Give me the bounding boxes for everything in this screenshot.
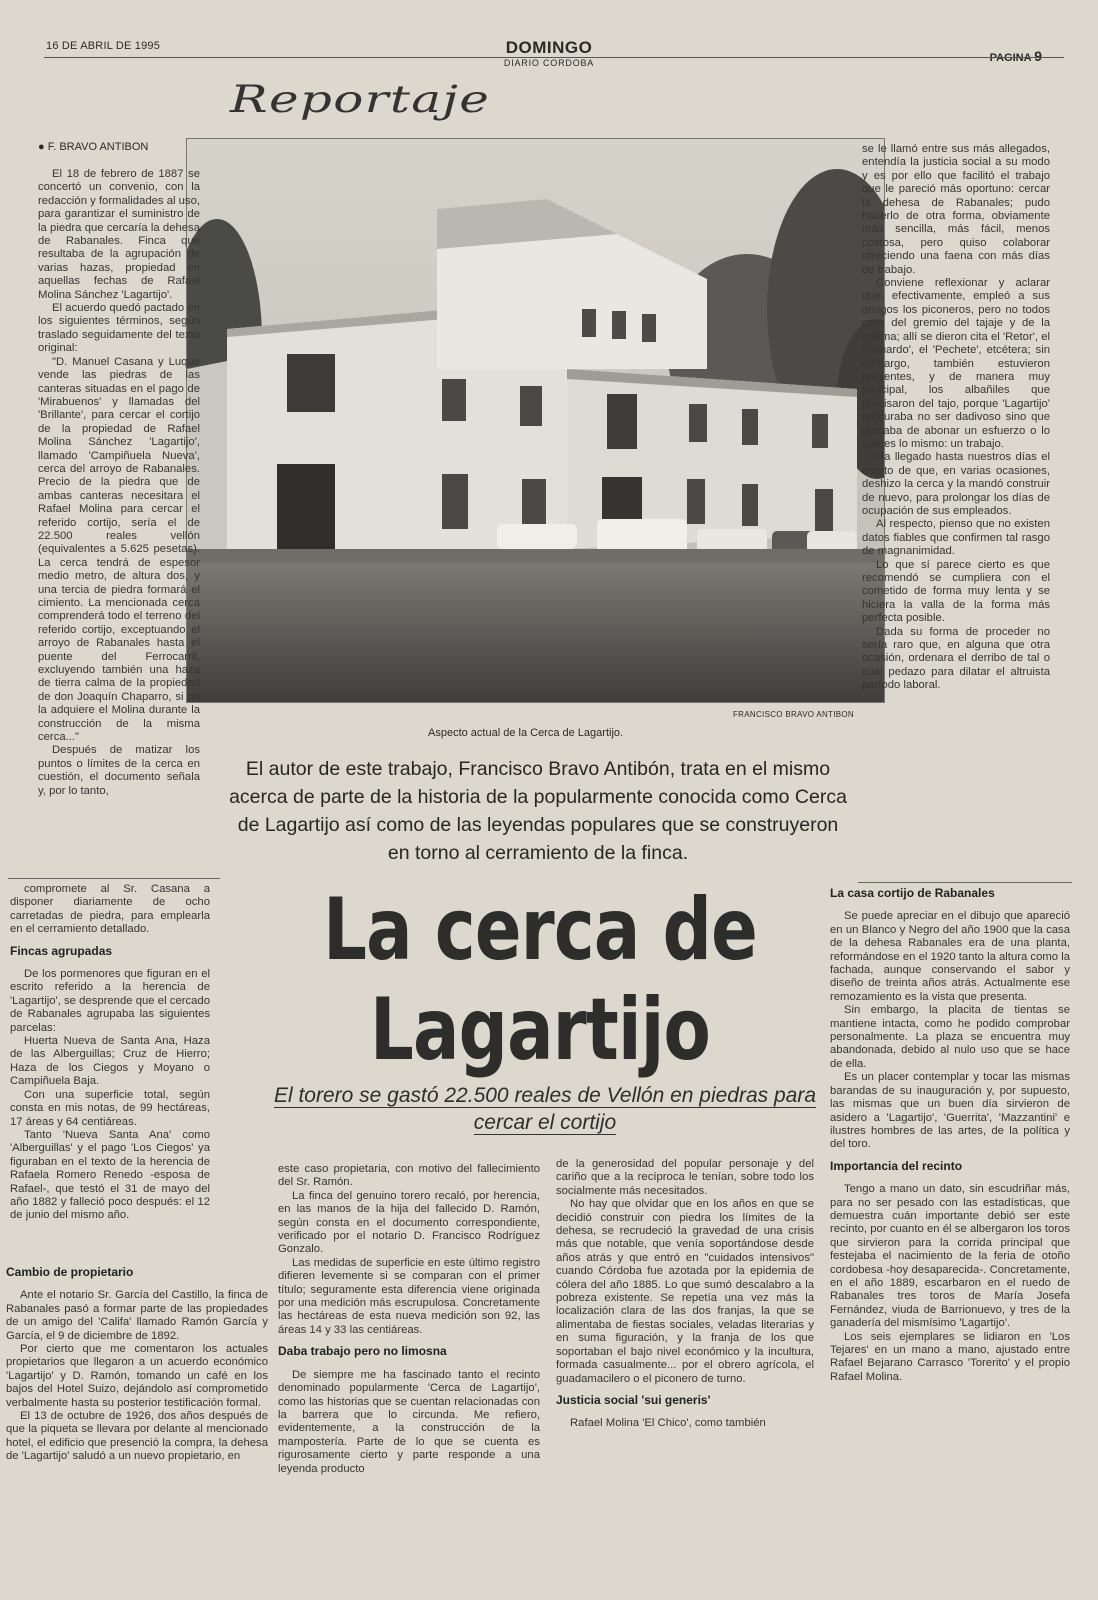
paragraph: Lo que sí parece cierto es que recomendó se cumpliera con el cometido de forma muy lenta y se hiciera la valla de la forma más perfecta posible. — [862, 558, 1050, 625]
paragraph: La finca del genuino torero recaló, por herencia, en las manos de la hija del fallecido D. Ramón, según consta en el documento correspondiente, verificado por el notario D. Francisco Rodríguez Gonzalo. — [278, 1189, 540, 1256]
paragraph: Es un placer contemplar y tocar las mismas barandas de su inauguración y, por supuesto, las mismas que un buen día sirvieron de asidero a 'Lagartijo', 'Guerrita', 'Mazzantini' e ilustres hombres de las artes, de la política y del toro. — [830, 1071, 1070, 1151]
paragraph: Después de matizar los puntos o límites de la cerca en cuestión, el documento señala y, por lo tanto, — [38, 744, 200, 797]
byline — [38, 141, 148, 153]
paragraph: Por cierto que me comentaron los actuales propietarios que llegaron a un acuerdo económico 'Lagartijo' y D. Ramón, tomando un café en los bajos del Hotel Suizo, dejándolo así comprometido verbalmente hasta su posterior testificación formal. — [6, 1343, 268, 1409]
subheading-justicia-social: Justicia social 'sui generis' — [556, 1392, 711, 1407]
subheading-importancia: Importancia del recinto — [830, 1158, 963, 1173]
paragraph: Dada su forma de proceder no sería raro que, en alguna que otra ocasión, ordenara el derribo de tal o cual pedazo para dilatar el altruista período laboral. — [862, 625, 1050, 692]
paragraph: se le llamó entre sus más allegados, entendía la justicia social a su modo y es por ello que facilitó el trabajo que le pareció más oportuno: cercar la dehesa de Rabanales; pudo hacerlo de otra forma, obviamente más sencilla, más fácil, menos costosa, pero quiso colaborar ofreciendo una faena con más días de trabajo. — [862, 143, 1050, 276]
column-1-upper — [38, 168, 200, 798]
bullet-icon: ● — [38, 141, 48, 153]
column-2 — [278, 1163, 540, 1476]
dek-line-1: El torero se gastó 22.500 reales de Vellón en piedras para — [273, 1084, 817, 1107]
page-number-value: 9 — [1034, 48, 1042, 64]
paragraph: Ante el notario Sr. García del Castillo, la finca de Rabanales pasó a formar parte de las propiedades de un amigo del 'Califa' llamado Ramón García y García, el 9 de diciembre de 1892. — [6, 1289, 268, 1342]
page-number — [990, 48, 1042, 64]
paragraph: Tanto 'Nueva Santa Ana' como 'Alberguillas' y el pago 'Los Ciegos' ya figuraban en el texto de la herencia de Rafaela Romero Renedo -esposa de Rafael-, que testó el 31 de mayo del año 1882 y falleció poco después: el 12 de junio del mismo año. — [10, 1128, 210, 1222]
paragraph: Se puede apreciar en el dibujo que apareció en un Blanco y Negro del año 1900 que la casa de la dehesa Rabanales era de una planta, reformándose en el 1920 tanto la altura como la fachada, aunque conservando el sabor y diseño de treinta años atrás. Actualmente ese remozamiento es la vista que presenta. — [830, 910, 1070, 1003]
photo-caption: Aspecto actual de la Cerca de Lagartijo. — [428, 727, 624, 739]
paragraph: De siempre me ha fascinado tanto el recinto denominado popularmente 'Cerca de Lagartijo', como las historias que se cuentan relacionadas con la barrera que lo circunda. Me refiero, evidentemente, a la construcción de la mampostería. Parte de lo que se cuenta es rigurosamente cierto y parte responde a una leyenda producto — [278, 1368, 540, 1475]
column-1-middle — [10, 883, 210, 1223]
paragraph: Huerta Nueva de Santa Ana, Haza de las Alberguillas; Cruz de Hierro; Haza de los Ciegos y Moyano o Campiñuela Baja. — [10, 1035, 210, 1088]
paragraph: compromete al Sr. Casana a disponer diariamente de ocho carretadas de piedra, para emplearla en el cerramiento detallado. — [10, 883, 210, 936]
column-right-upper — [862, 143, 1050, 693]
headline-line-2: Lagartijo — [370, 980, 710, 1080]
masthead — [449, 38, 649, 69]
paragraph: de la generosidad del popular personaje y del cariño que a la recíproca le tenían, sobre todo los socialmente más necesitados. — [556, 1158, 814, 1197]
paragraph: "D. Manuel Casana y Luque vende las piedras de las canteras situadas en el pago de 'Mirabuenos' y llamadas del 'Brillante', para cercar el cortijo de la propiedad de Rafael Molina Sánchez 'Lagartijo', llamado 'Campiñuela Nueva', cerca del arroyo de Rabanales. Precio de la piedra que de ambas canteras necesitara el Rafael Molina para cercar el referido cortijo, sería el de 22.500 reales vellón (equivalentes a 5.625 pesetas). La cerca tendrá de espesor medio metro, de altura dos, y una tercia de piedra formará el cimiento. La mencionada cerca comprenderá todo el terreno del referido cortijo, exceptuando el arroyo de Rabanales hasta el puente del Ferrocarril, excluyendo también una haza de tierra calma de la propiedad de don Joaquín Chaparro, si no la adquiere el Molina durante la construcción de la misma cerca..." — [38, 355, 200, 744]
paragraph: Ha llegado hasta nuestros días el aserto de que, en varias ocasiones, deshizo la cerca y la mandó construir de nuevo, para prolongar los días de ocupación de sus empleados. — [862, 451, 1050, 517]
paragraph: No hay que olvidar que en los años en que se decidió construir con piedra los límites de la dehesa, se recrudeció la gravedad de una crisis más que notable, que venía soportándose desde años atrás y que entró en "cuidados intensivos" cuando Córdoba fue azotada por la epidemia de cólera del año 1885. Lo que sumó descalabro a la pobreza existente. Se repetía una vez más la localización clara de las dos franjas, la que se alimentaba de fiestas sociales, veladas literarias y en suma figuración, y la franja de los que soportaban el bajo nivel económico y la incultura, formada casualmente... por el obrero agrícola, el guadamacilero o el piconero de turno. — [556, 1198, 814, 1385]
paragraph: El 18 de febrero de 1887 se concertó un convenio, con la redacción y formalidades al uso, para garantizar el suministro de la piedra que cercaría la dehesa de Rabanales. Finca que resultaba de la agrupación de varias hazas, propiedad en aquellas fechas de Rafael Molina Sánchez 'Lagartijo'. — [38, 168, 201, 301]
headline-line-1: La cerca de — [323, 880, 757, 980]
building-photo-drawing — [187, 139, 884, 702]
paragraph: El 13 de octubre de 1926, dos años después de que la piqueta se llevara por delante al mencionado hotel, el edificio que presenció la compra, la dehesa de 'Lagartijo' saludó a un nuevo propietario, en — [6, 1410, 268, 1463]
subheading-fincas-agrupadas: Fincas agrupadas — [10, 943, 113, 958]
subheading-daba-trabajo: Daba trabajo pero no limosna — [278, 1344, 447, 1359]
subheading-cambio-de-propietario: Cambio de propietario — [6, 1265, 134, 1279]
paragraph: este caso propietaria, con motivo del fallecimiento del Sr. Ramón. — [278, 1163, 540, 1189]
column-rule — [8, 878, 220, 879]
author-name: F. BRAVO ANTIBON — [47, 141, 149, 153]
paragraph: De los pormenores que figuran en el escrito referido a la herencia de 'Lagartijo', se desprende que el cercado de Rabanales agrupaba las siguientes parcelas: — [10, 968, 210, 1034]
paragraph: Las medidas de superficie en este último registro difieren levemente si se comparan con el primer título; seguramente esta diferencia viene originada por una medición más escrupulosa. Concretamente las hectáreas de esta nueva medición son 92, las áreas 14 y 33 las centiáreas. — [278, 1256, 540, 1336]
paragraph: Sin embargo, la placita de tientas se mantiene intacta, como he podido comprobar personalmente. La plaza se encuentra muy abandonada, debido al nulo uso que se hace de ella. — [830, 1004, 1070, 1070]
page-label: PAGINA — [989, 52, 1032, 64]
column-3 — [556, 1158, 814, 1431]
dek-line-2: cercar el cortijo — [473, 1111, 617, 1134]
article-headline — [316, 880, 764, 1080]
paragraph: Tengo a mano un dato, sin escudriñar más, para no ser pesado con las estadísticas, que demuestra cuán importante debió ser este recinto, por cuanto en él se albergaron los toros que sirvieron para la corrida principal que festejaba el nacimiento de la feria de otoño cordobesa -hoy desaparecida-. Concretamente, en el año 1889, escarbaron en el ruedo de Rabanales tres toros de María Josefa Fernández, viuda de Barrionuevo, y tres de la ganadería del mismísimo 'Lagartijo'. — [830, 1183, 1070, 1330]
edition-name: DOMINGO — [505, 38, 593, 57]
building-photo — [186, 138, 885, 703]
paper-name: DIARIO CORDOBA — [503, 58, 595, 68]
header-date: 16 DE ABRIL DE 1995 — [46, 40, 161, 52]
article-lede: El autor de este trabajo, Francisco Bravo Antibón, trata en el mismo acerca de parte de la historia de la popularmente conocida como Cerca de Lagartijo así como de las leyendas populares que se construyeron en torno al cerramiento de la finca. — [229, 758, 847, 864]
paragraph: El acuerdo quedó pactado en los siguientes términos, según traslado seguidamente del texto original: — [38, 302, 200, 355]
paragraph: Rafael Molina 'El Chico', como también — [570, 1417, 766, 1430]
subheading-casa-cortijo: La casa cortijo de Rabanales — [830, 886, 995, 900]
article-dek — [230, 1082, 860, 1136]
column-right-lower — [830, 887, 1070, 1384]
column-rule — [858, 882, 1072, 883]
photo-credit: FRANCISCO BRAVO ANTIBON — [733, 710, 854, 719]
paragraph: Con una superficie total, según consta en mis notas, de 99 hectáreas, 17 áreas y 64 centiáreas. — [10, 1088, 210, 1128]
column-1-lower — [6, 1258, 268, 1464]
header-rule — [44, 57, 1064, 58]
section-title: Reportaje — [230, 78, 491, 121]
paragraph: Los seis ejemplares se lidiaron en 'Los Tejares' en un mano a mano, ajustado entre Rafael Bejarano Carrasco 'Torerito' y el propio Rafael Molina. — [830, 1330, 1070, 1383]
paragraph: Al respecto, pienso que no existen datos fiables que confirmen tal rasgo de magnanimidad. — [862, 518, 1050, 558]
paragraph: Conviene reflexionar y aclarar que, efectivamente, empleó a sus amigos los piconeros, pero no todos eran del gremio del tajaje y de la quema; allí se dieron cita el 'Retor', el 'Pichardo', el 'Pechete', etcétera; sin embargo, también estuvieron presentes, y de manera muy principal, los albañiles que precisaron del tajo, porque 'Lagartijo' procuraba no ser dadivoso sino que gustaba de abonar un esfuerzo o lo que es lo mismo: un trabajo. — [862, 277, 1050, 450]
